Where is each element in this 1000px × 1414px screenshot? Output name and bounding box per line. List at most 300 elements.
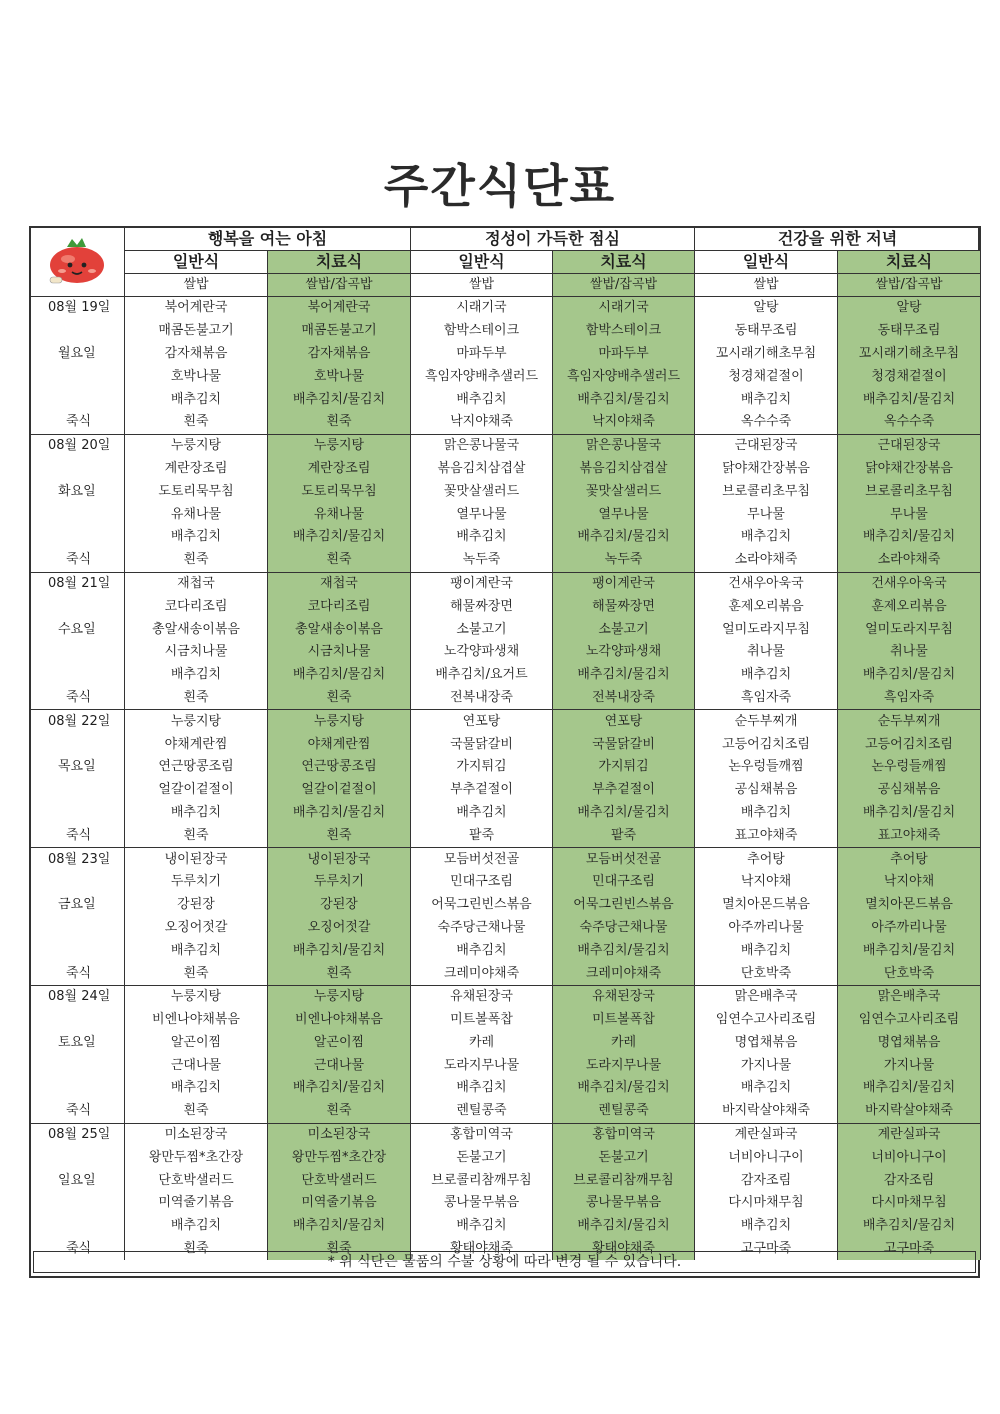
menu-item-general: 배추김치 (695, 939, 838, 962)
menu-item-therapy: 낙지야채 (838, 871, 981, 894)
table-row (30, 595, 981, 618)
menu-item-general: 팥죽 (411, 824, 553, 847)
porridge-label: 죽식 (30, 549, 125, 572)
menu-item-general: 렌틸콩죽 (411, 1100, 553, 1123)
menu-item-general: 총알새송이볶음 (125, 618, 268, 641)
menu-item-general: 연근땅콩조림 (125, 756, 268, 779)
diet-type-row (30, 251, 981, 274)
menu-item-general: 흰죽 (125, 411, 268, 434)
menu-item-general: 가지나물 (695, 1054, 838, 1077)
table-row (30, 871, 981, 894)
day-date: 08월 21일 (30, 572, 125, 595)
menu-item-therapy: 배추김치/물김치 (553, 939, 695, 962)
menu-item-therapy: 어묵그린빈스볶음 (553, 894, 695, 917)
rice-general: 쌀밥 (411, 274, 553, 297)
menu-item-therapy: 알탕 (838, 297, 981, 320)
menu-item-therapy: 배추김치/물김치 (553, 802, 695, 825)
menu-item-general: 배추김치 (125, 1215, 268, 1238)
menu-item-general: 흰죽 (125, 549, 268, 572)
menu-item-therapy: 알곤이찜 (268, 1032, 411, 1055)
day-cell-empty (30, 664, 125, 687)
day-cell-empty (30, 320, 125, 343)
menu-item-general: 왕만두찜*초간장 (125, 1146, 268, 1169)
menu-item-therapy: 배추김치/물김치 (268, 664, 411, 687)
menu-item-general: 낙지야채 (695, 871, 838, 894)
rice-row (30, 274, 981, 297)
menu-item-general: 홍합미역국 (411, 1123, 553, 1146)
menu-item-therapy: 꼬시래기해초무침 (838, 343, 981, 366)
menu-item-general: 동태무조림 (695, 320, 838, 343)
menu-item-general: 오징어젓갈 (125, 917, 268, 940)
rice-general: 쌀밥 (125, 274, 268, 297)
menu-item-therapy: 흰죽 (268, 1238, 411, 1261)
porridge-label: 죽식 (30, 687, 125, 710)
day-weekday: 토요일 (30, 1032, 125, 1055)
menu-item-therapy: 명엽채볶음 (838, 1032, 981, 1055)
menu-item-general: 계란실파국 (695, 1123, 838, 1146)
day-weekday: 월요일 (30, 343, 125, 366)
menu-item-general: 코다리조림 (125, 595, 268, 618)
table-row (30, 641, 981, 664)
menu-item-general: 두루치기 (125, 871, 268, 894)
menu-item-general: 함박스테이크 (411, 320, 553, 343)
table-row (30, 962, 981, 985)
menu-item-general: 돈불고기 (411, 1146, 553, 1169)
menu-item-therapy: 근대된장국 (838, 434, 981, 457)
day-cell-empty (30, 526, 125, 549)
menu-item-general: 재첩국 (125, 572, 268, 595)
menu-item-general: 크레미야채죽 (411, 962, 553, 985)
menu-item-therapy: 계란실파국 (838, 1123, 981, 1146)
table-row (30, 618, 981, 641)
menu-item-therapy: 마파두부 (553, 343, 695, 366)
menu-item-general: 녹두죽 (411, 549, 553, 572)
menu-item-general: 배추김치 (411, 1077, 553, 1100)
menu-item-general: 닭야채간장볶음 (695, 458, 838, 481)
menu-item-general: 북어계란국 (125, 297, 268, 320)
day-cell-empty (30, 802, 125, 825)
menu-item-therapy: 닭야채간장볶음 (838, 458, 981, 481)
table-row (30, 824, 981, 847)
menu-item-general: 시래기국 (411, 297, 553, 320)
menu-item-therapy: 도토리묵무침 (268, 480, 411, 503)
type-general: 일반식 (411, 251, 553, 274)
day-cell-empty (30, 503, 125, 526)
menu-item-therapy: 배추김치/물김치 (838, 802, 981, 825)
menu-item-therapy: 누룽지탕 (268, 710, 411, 733)
menu-item-therapy: 배추김치/물김치 (838, 1077, 981, 1100)
menu-item-therapy: 논우렁들깨찜 (838, 756, 981, 779)
day-weekday: 목요일 (30, 756, 125, 779)
menu-item-general: 꽃맛살샐러드 (411, 480, 553, 503)
table-row (30, 434, 981, 457)
menu-item-general: 야채계란찜 (125, 733, 268, 756)
day-cell-empty (30, 1054, 125, 1077)
menu-item-therapy: 모듬버섯전골 (553, 848, 695, 871)
menu-item-general: 유채된장국 (411, 985, 553, 1008)
table-row (30, 572, 981, 595)
table-row (30, 1054, 981, 1077)
menu-item-therapy: 부추겉절이 (553, 779, 695, 802)
menu-item-general: 알탕 (695, 297, 838, 320)
menu-item-therapy: 유채된장국 (553, 985, 695, 1008)
menu-item-therapy: 배추김치/물김치 (268, 802, 411, 825)
menu-item-therapy: 바지락살야채죽 (838, 1100, 981, 1123)
table-row (30, 733, 981, 756)
menu-item-general: 배추김치 (695, 1215, 838, 1238)
menu-item-general: 배추김치/요거트 (411, 664, 553, 687)
meal-dinner: 건강을 위한 저녁 (695, 227, 981, 251)
menu-item-therapy: 건새우아욱국 (838, 572, 981, 595)
menu-item-therapy: 흑임자죽 (838, 687, 981, 710)
day-cell-empty (30, 1146, 125, 1169)
menu-item-therapy: 아주까리나물 (838, 917, 981, 940)
table-row (30, 894, 981, 917)
day-cell-empty (30, 779, 125, 802)
menu-item-general: 연포탕 (411, 710, 553, 733)
menu-item-general: 배추김치 (125, 526, 268, 549)
menu-item-general: 순두부찌개 (695, 710, 838, 733)
day-cell-empty (30, 871, 125, 894)
table-row (30, 549, 981, 572)
menu-item-therapy: 옥수수죽 (838, 411, 981, 434)
meal-breakfast: 행복을 여는 아침 (125, 227, 411, 251)
menu-item-general: 배추김치 (695, 802, 838, 825)
menu-item-general: 도토리묵무침 (125, 480, 268, 503)
table-row (30, 687, 981, 710)
day-cell-empty (30, 1192, 125, 1215)
menu-item-therapy: 돈불고기 (553, 1146, 695, 1169)
menu-item-therapy: 브로콜리초무침 (838, 480, 981, 503)
menu-item-general: 매콤돈불고기 (125, 320, 268, 343)
menu-item-therapy: 낙지야채죽 (553, 411, 695, 434)
menu-item-therapy: 공심채볶음 (838, 779, 981, 802)
menu-item-general: 흑임자죽 (695, 687, 838, 710)
menu-item-general: 배추김치 (125, 802, 268, 825)
menu-item-therapy: 꽃맛살샐러드 (553, 480, 695, 503)
menu-item-general: 근대나물 (125, 1054, 268, 1077)
menu-item-general: 맑은배추국 (695, 985, 838, 1008)
type-therapy: 치료식 (268, 251, 411, 274)
porridge-label: 죽식 (30, 1100, 125, 1123)
menu-item-therapy: 배추김치/물김치 (553, 388, 695, 411)
menu-item-therapy: 함박스테이크 (553, 320, 695, 343)
menu-item-therapy: 얼미도라지무침 (838, 618, 981, 641)
menu-item-therapy: 순두부찌개 (838, 710, 981, 733)
menu-item-general: 배추김치 (411, 802, 553, 825)
porridge-label: 죽식 (30, 962, 125, 985)
menu-item-therapy: 다시마채무침 (838, 1192, 981, 1215)
menu-item-general: 감자채볶음 (125, 343, 268, 366)
table-row (30, 779, 981, 802)
menu-item-general: 호박나물 (125, 365, 268, 388)
menu-item-general: 훈제오리볶음 (695, 595, 838, 618)
menu-item-therapy: 시래기국 (553, 297, 695, 320)
menu-item-therapy: 호박나물 (268, 365, 411, 388)
menu-item-therapy: 단호박샐러드 (268, 1169, 411, 1192)
menu-item-therapy: 무나물 (838, 503, 981, 526)
menu-item-general: 가지튀김 (411, 756, 553, 779)
menu-item-general: 꼬시래기해초무침 (695, 343, 838, 366)
rice-therapy: 쌀밥/잡곡밥 (268, 274, 411, 297)
menu-item-therapy: 근대나물 (268, 1054, 411, 1077)
day-cell-empty (30, 365, 125, 388)
type-therapy: 치료식 (553, 251, 695, 274)
menu-item-general: 무나물 (695, 503, 838, 526)
menu-item-therapy: 소라야채죽 (838, 549, 981, 572)
menu-item-general: 맑은콩나물국 (411, 434, 553, 457)
menu-item-general: 미트볼폭찹 (411, 1009, 553, 1032)
menu-item-therapy: 유채나물 (268, 503, 411, 526)
menu-item-general: 볶음김치삼겹살 (411, 458, 553, 481)
day-cell-empty (30, 1077, 125, 1100)
menu-item-therapy: 배추김치/물김치 (268, 939, 411, 962)
menu-item-therapy: 렌틸콩죽 (553, 1100, 695, 1123)
menu-item-therapy: 미트볼폭찹 (553, 1009, 695, 1032)
menu-item-therapy: 배추김치/물김치 (838, 1215, 981, 1238)
menu-item-therapy: 도라지무나물 (553, 1054, 695, 1077)
day-cell-empty (30, 917, 125, 940)
menu-item-therapy: 임연수고사리조림 (838, 1009, 981, 1032)
menu-item-general: 강된장 (125, 894, 268, 917)
rice-general: 쌀밥 (695, 274, 838, 297)
menu-item-therapy: 멸치아몬드볶음 (838, 894, 981, 917)
day-cell-empty (30, 458, 125, 481)
table-row (30, 1123, 981, 1146)
menu-item-therapy: 황태야채죽 (553, 1238, 695, 1261)
menu-item-general: 숙주당근채나물 (411, 917, 553, 940)
menu-item-general: 배추김치 (125, 1077, 268, 1100)
menu-item-therapy: 민대구조림 (553, 871, 695, 894)
menu-item-general: 임연수고사리조림 (695, 1009, 838, 1032)
menu-item-general: 아주까리나물 (695, 917, 838, 940)
table-row (30, 1100, 981, 1123)
menu-item-general: 배추김치 (411, 526, 553, 549)
menu-item-general: 팽이계란국 (411, 572, 553, 595)
menu-table (29, 226, 981, 1260)
menu-item-general: 카레 (411, 1032, 553, 1055)
menu-item-general: 유채나물 (125, 503, 268, 526)
porridge-label: 죽식 (30, 411, 125, 434)
menu-item-therapy: 맑은배추국 (838, 985, 981, 1008)
menu-item-general: 누룽지탕 (125, 710, 268, 733)
menu-item-therapy: 흰죽 (268, 549, 411, 572)
menu-item-therapy: 숙주당근채나물 (553, 917, 695, 940)
menu-item-therapy: 훈제오리볶음 (838, 595, 981, 618)
menu-item-general: 근대된장국 (695, 434, 838, 457)
menu-item-general: 표고야채죽 (695, 824, 838, 847)
menu-item-therapy: 녹두죽 (553, 549, 695, 572)
menu-item-general: 민대구조림 (411, 871, 553, 894)
menu-item-general: 명엽채볶음 (695, 1032, 838, 1055)
menu-item-general: 배추김치 (695, 664, 838, 687)
table-row (30, 365, 981, 388)
menu-item-therapy: 연포탕 (553, 710, 695, 733)
menu-item-therapy: 총알새송이볶음 (268, 618, 411, 641)
menu-item-general: 배추김치 (125, 388, 268, 411)
table-row (30, 458, 981, 481)
menu-item-general: 배추김치 (411, 388, 553, 411)
menu-item-therapy: 고구마죽 (838, 1238, 981, 1261)
menu-item-general: 흑임자양배추샐러드 (411, 365, 553, 388)
menu-item-therapy: 연근땅콩조림 (268, 756, 411, 779)
menu-item-general: 다시마채무침 (695, 1192, 838, 1215)
day-weekday: 금요일 (30, 894, 125, 917)
menu-item-therapy: 흰죽 (268, 824, 411, 847)
table-row (30, 985, 981, 1008)
table-row (30, 756, 981, 779)
menu-item-general: 흰죽 (125, 962, 268, 985)
menu-item-general: 건새우아욱국 (695, 572, 838, 595)
tomato-chef-icon (42, 231, 112, 287)
menu-item-general: 알곤이찜 (125, 1032, 268, 1055)
menu-item-general: 흰죽 (125, 1238, 268, 1261)
menu-item-therapy: 배추김치/물김치 (838, 939, 981, 962)
menu-item-therapy: 야채계란찜 (268, 733, 411, 756)
menu-item-therapy: 가지튀김 (553, 756, 695, 779)
rice-therapy: 쌀밥/잡곡밥 (553, 274, 695, 297)
day-cell-empty (30, 388, 125, 411)
day-cell-empty (30, 1009, 125, 1032)
day-date: 08월 19일 (30, 297, 125, 320)
menu-item-therapy: 매콤돈불고기 (268, 320, 411, 343)
menu-item-therapy: 미소된장국 (268, 1123, 411, 1146)
day-cell-empty (30, 641, 125, 664)
menu-item-therapy: 배추김치/물김치 (268, 1077, 411, 1100)
menu-item-general: 노각양파생채 (411, 641, 553, 664)
table-row (30, 388, 981, 411)
menu-item-general: 고등어김치조림 (695, 733, 838, 756)
menu-item-general: 취나물 (695, 641, 838, 664)
menu-item-general: 고구마죽 (695, 1238, 838, 1261)
menu-item-therapy: 재첩국 (268, 572, 411, 595)
menu-item-general: 누룽지탕 (125, 985, 268, 1008)
menu-item-general: 배추김치 (695, 1077, 838, 1100)
menu-item-therapy: 계란장조림 (268, 458, 411, 481)
table-row (30, 1077, 981, 1100)
menu-item-general: 너비아니구이 (695, 1146, 838, 1169)
menu-item-general: 배추김치 (411, 1215, 553, 1238)
day-date: 08월 25일 (30, 1123, 125, 1146)
meal-header-row (30, 227, 981, 251)
tomato-chef-logo (30, 227, 125, 297)
menu-item-general: 배추김치 (411, 939, 553, 962)
menu-item-general: 국물닭갈비 (411, 733, 553, 756)
menu-item-general: 흰죽 (125, 687, 268, 710)
menu-item-therapy: 가지나물 (838, 1054, 981, 1077)
menu-item-therapy: 두루치기 (268, 871, 411, 894)
menu-item-therapy: 배추김치/물김치 (268, 526, 411, 549)
menu-item-general: 계란장조림 (125, 458, 268, 481)
menu-item-general: 어묵그린빈스볶음 (411, 894, 553, 917)
menu-item-therapy: 북어계란국 (268, 297, 411, 320)
menu-item-therapy: 너비아니구이 (838, 1146, 981, 1169)
menu-item-therapy: 배추김치/물김치 (553, 526, 695, 549)
menu-item-therapy: 동태무조림 (838, 320, 981, 343)
table-row (30, 1215, 981, 1238)
menu-item-general: 냉이된장국 (125, 848, 268, 871)
menu-item-general: 소불고기 (411, 618, 553, 641)
menu-item-therapy: 배추김치/물김치 (838, 526, 981, 549)
table-row (30, 1032, 981, 1055)
menu-item-therapy: 시금치나물 (268, 641, 411, 664)
menu-item-therapy: 미역줄기볶음 (268, 1192, 411, 1215)
menu-item-general: 마파두부 (411, 343, 553, 366)
menu-item-general: 브로콜리참깨무침 (411, 1169, 553, 1192)
menu-item-therapy: 국물닭갈비 (553, 733, 695, 756)
menu-item-general: 감자조림 (695, 1169, 838, 1192)
menu-item-general: 황태야채죽 (411, 1238, 553, 1261)
table-row (30, 1146, 981, 1169)
table-row (30, 848, 981, 871)
menu-item-therapy: 흰죽 (268, 962, 411, 985)
table-row (30, 343, 981, 366)
day-date: 08월 22일 (30, 710, 125, 733)
menu-item-therapy: 흰죽 (268, 1100, 411, 1123)
menu-item-therapy: 흰죽 (268, 687, 411, 710)
menu-item-therapy: 흰죽 (268, 411, 411, 434)
table-row (30, 1192, 981, 1215)
menu-item-general: 모듬버섯전골 (411, 848, 553, 871)
menu-item-therapy: 배추김치/물김치 (268, 1215, 411, 1238)
menu-item-therapy: 청경채겉절이 (838, 365, 981, 388)
menu-item-therapy: 감자채볶음 (268, 343, 411, 366)
menu-item-therapy: 단호박죽 (838, 962, 981, 985)
menu-item-general: 배추김치 (125, 939, 268, 962)
day-weekday: 수요일 (30, 618, 125, 641)
menu-item-general: 청경채겉절이 (695, 365, 838, 388)
menu-item-therapy: 배추김치/물김치 (553, 664, 695, 687)
table-row (30, 526, 981, 549)
day-date: 08월 20일 (30, 434, 125, 457)
menu-item-therapy: 오징어젓갈 (268, 917, 411, 940)
menu-item-therapy: 카레 (553, 1032, 695, 1055)
menu-item-therapy: 배추김치/물김치 (838, 664, 981, 687)
menu-item-general: 단호박샐러드 (125, 1169, 268, 1192)
table-row (30, 1169, 981, 1192)
menu-item-therapy: 흑임자양배추샐러드 (553, 365, 695, 388)
table-row (30, 411, 981, 434)
menu-item-therapy: 해물짜장면 (553, 595, 695, 618)
table-row (30, 297, 981, 320)
menu-item-general: 미역줄기볶음 (125, 1192, 268, 1215)
menu-item-therapy: 팥죽 (553, 824, 695, 847)
menu-item-general: 멸치아몬드볶음 (695, 894, 838, 917)
menu-item-general: 흰죽 (125, 1100, 268, 1123)
day-date: 08월 24일 (30, 985, 125, 1008)
menu-item-therapy: 고등어김치조림 (838, 733, 981, 756)
day-cell-empty (30, 595, 125, 618)
menu-item-therapy: 배추김치/물김치 (268, 388, 411, 411)
table-row (30, 320, 981, 343)
type-general: 일반식 (125, 251, 268, 274)
menu-item-general: 낙지야채죽 (411, 411, 553, 434)
menu-item-general: 바지락살야채죽 (695, 1100, 838, 1123)
menu-item-general: 얼미도라지무침 (695, 618, 838, 641)
menu-item-general: 추어탕 (695, 848, 838, 871)
menu-item-general: 열무나물 (411, 503, 553, 526)
menu-item-therapy: 크레미야채죽 (553, 962, 695, 985)
menu-item-therapy: 홍합미역국 (553, 1123, 695, 1146)
menu-item-general: 시금치나물 (125, 641, 268, 664)
menu-item-general: 콩나물무볶음 (411, 1192, 553, 1215)
day-weekday: 화요일 (30, 480, 125, 503)
menu-item-therapy: 소불고기 (553, 618, 695, 641)
table-row (30, 503, 981, 526)
menu-item-therapy: 표고야채죽 (838, 824, 981, 847)
day-cell-empty (30, 733, 125, 756)
menu-item-general: 누룽지탕 (125, 434, 268, 457)
